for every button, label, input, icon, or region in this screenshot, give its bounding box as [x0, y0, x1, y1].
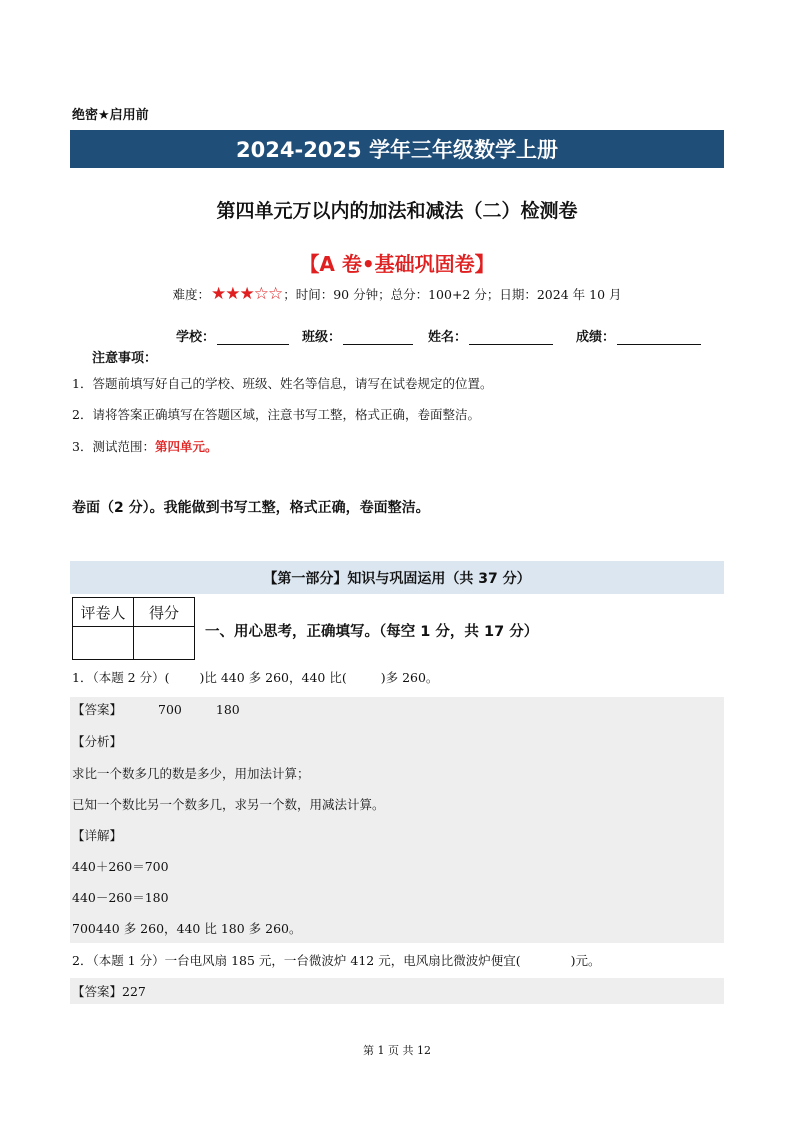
class-label: 班级：: [302, 330, 342, 345]
answer-label: 【答案】: [72, 702, 123, 717]
answer-value: 180: [215, 702, 240, 717]
name-blank[interactable]: [469, 330, 553, 345]
q1-stem-part: )多 260。: [380, 670, 439, 685]
grader-cell[interactable]: [73, 627, 134, 660]
school-blank[interactable]: [217, 330, 289, 345]
detail-label: 【详解】: [72, 828, 123, 843]
class-blank[interactable]: [343, 330, 413, 345]
q2-answer-line: 【答案】227: [72, 984, 146, 999]
question-1-stem: [72, 668, 438, 686]
neatness-statement: 卷面（2 分）。我能做到书写工整，格式正确，卷面整洁。: [72, 500, 430, 516]
note-item: [72, 437, 217, 455]
analysis-line: 已知一个数比另一个数多几，求另一个数，用减法计算。: [72, 797, 385, 812]
empty-star-icon: ☆☆: [253, 284, 283, 304]
section-title: 一、用心思考，正确填写。（每空 1 分，共 17 分）: [205, 624, 539, 640]
school-label: 学校：: [176, 330, 216, 345]
score-field[interactable]: [576, 326, 701, 345]
note-item: 1．答题前填写好自己的学校、班级、姓名等信息，请写在试卷规定的位置。: [72, 376, 493, 391]
analysis-line: 求比一个数多几的数是多少，用加法计算；: [72, 766, 310, 781]
q2-answer-panel: [70, 978, 724, 1004]
page-footer: 第 1 页 共 12: [363, 1044, 431, 1057]
name-field[interactable]: [428, 326, 553, 345]
score-table: [72, 597, 195, 660]
exam-title: 2024-2025 学年三年级数学上册: [236, 138, 558, 162]
detail-line: 700440 多 260，440 比 180 多 260。: [72, 921, 302, 936]
grader-header: 评卷人: [73, 598, 134, 627]
detail-line: 440＋260＝700: [72, 859, 169, 874]
detail-line: 440－260＝180: [72, 890, 169, 905]
q1-answer-panel: [70, 697, 724, 943]
score-cell[interactable]: [134, 627, 195, 660]
part-one-banner: [70, 561, 724, 594]
note-scope-label: 3．测试范围：: [72, 439, 155, 454]
school-field[interactable]: [176, 326, 289, 345]
note-scope-value: 第四单元。: [154, 439, 218, 454]
score-blank[interactable]: [617, 330, 701, 345]
exam-meta-line: [70, 284, 724, 304]
difficulty-stars: [211, 284, 282, 304]
difficulty-label: 难度：: [172, 287, 210, 302]
name-label: 姓名：: [428, 330, 468, 345]
notes-title: 注意事项：: [92, 351, 158, 366]
question-2-stem: [72, 951, 600, 969]
exam-meta-text: ；时间：90 分钟；总分：100+2 分；日期：2024 年 10 月: [283, 287, 622, 302]
confidential-label: 绝密★启用前: [72, 108, 149, 123]
answer-value: 700: [158, 702, 182, 717]
q1-stem-part: 1．（本题 2 分）(: [72, 670, 170, 685]
analysis-label: 【分析】: [72, 734, 123, 749]
q2-stem-part: )元。: [570, 953, 601, 968]
filled-star-icon: ★★★: [211, 284, 254, 304]
score-label: 成绩：: [576, 330, 616, 345]
exam-title-banner: [70, 130, 724, 168]
unit-title: 第四单元万以内的加法和减法（二）检测卷: [216, 200, 578, 222]
paper-type: 【A 卷•基础巩固卷】: [299, 252, 495, 276]
q1-stem-part: )比 440 多 260，440 比(: [199, 670, 347, 685]
class-field[interactable]: [302, 326, 413, 345]
q2-stem-part: 2．（本题 1 分）一台电风扇 185 元，一台微波炉 412 元，电风扇比微波炉便宜(: [72, 953, 521, 968]
note-item: 2．请将答案正确填写在答题区域，注意书写工整，格式正确，卷面整洁。: [72, 407, 480, 422]
part-one-title: 【第一部分】知识与巩固运用（共 37 分）: [263, 570, 531, 587]
q1-answer-line: [72, 700, 240, 718]
score-header: 得分: [134, 598, 195, 627]
